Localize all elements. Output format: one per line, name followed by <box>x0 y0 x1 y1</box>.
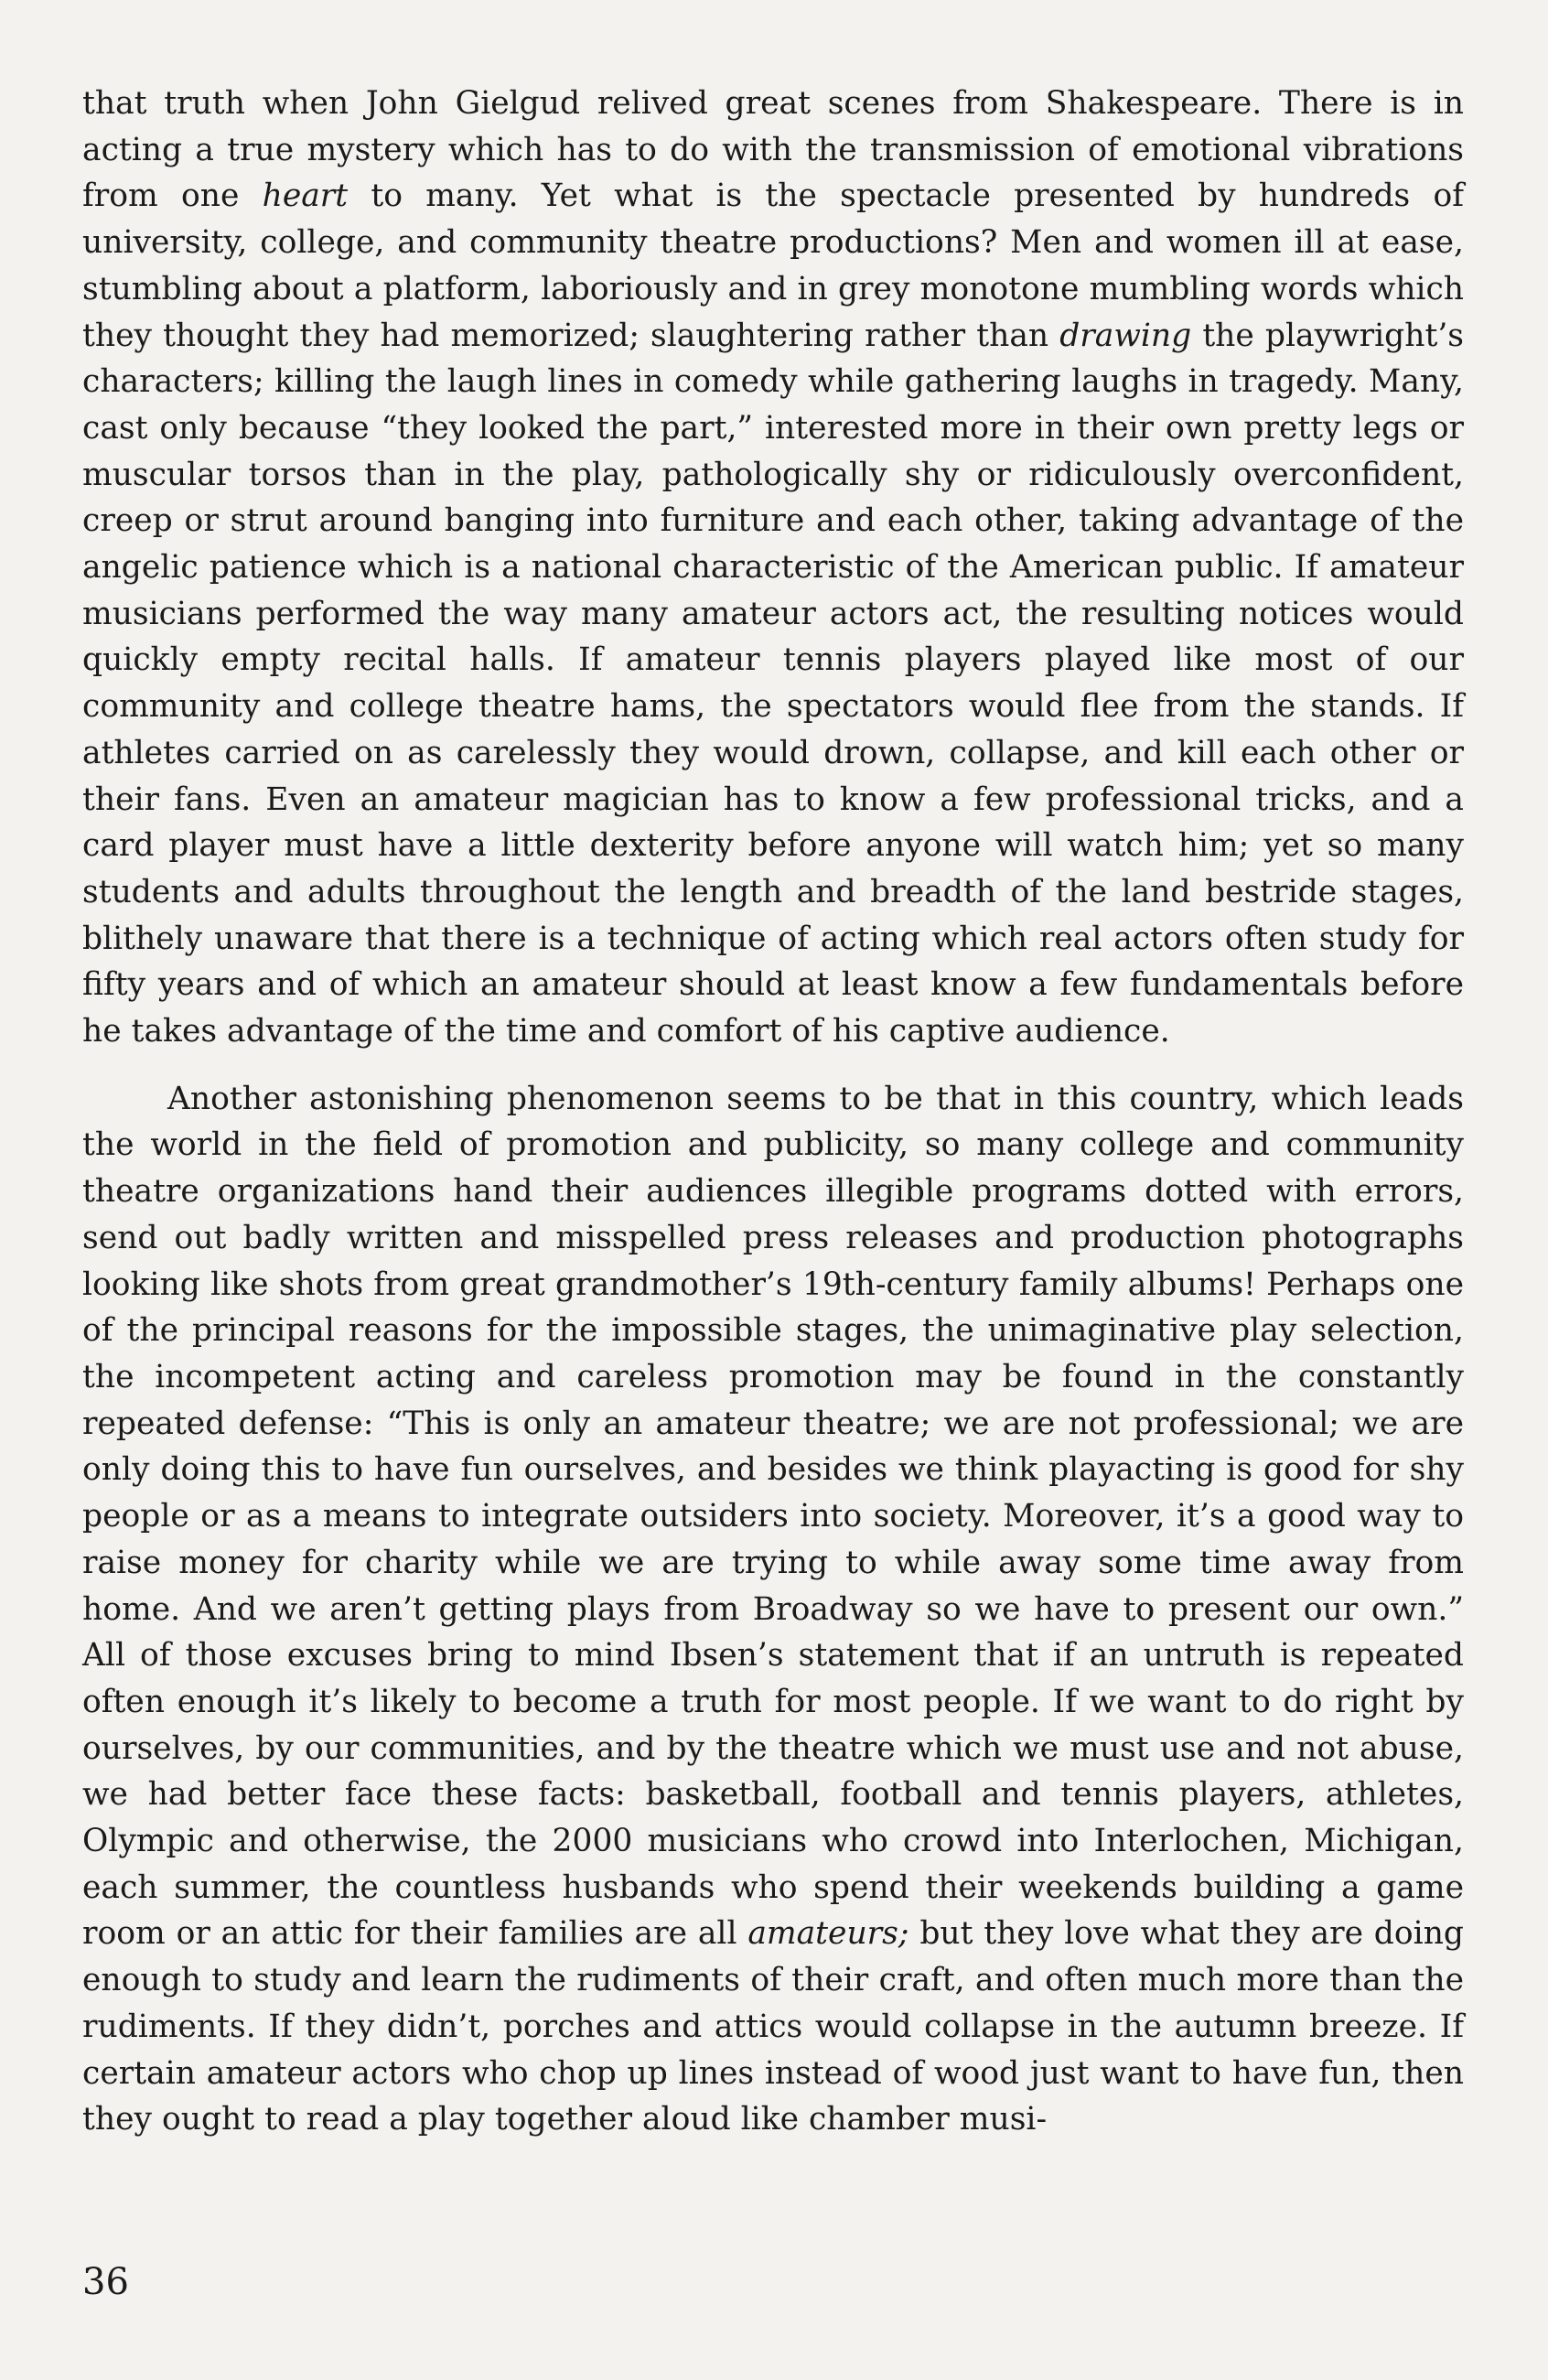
body-text <box>82 81 1464 2143</box>
page-number: 36 <box>82 2261 129 2303</box>
paragraph-2-run: but they love what they are doing enough to study and learn the rudiments of their craft, and often much more than the rudiments. If they didn’t, porches and attics would collapse in the autumn breeze. If certain amateur actors who chop up lines instead of wood just want to have fun, then they ought to read a play together aloud like chamber musi- <box>82 1915 1464 2138</box>
paragraph-2-run: Another astonishing phenomenon seems to be that in this country, which leads the world in the field of promotion and publicity, so many college and community theatre organizations hand their audiences illegible programs dotted with errors, send out badly written and misspelled press releases and production photographs looking like shots from great grandmother’s 19th-century family albums! Perhaps one of the principal reasons for the impossible stages, the unimaginative play selection, the incompetent acting and careless promotion may be found in the constantly repeated defense: “This is only an amateur theatre; we are not professional; we are only doing this to have fun ourselves, and besides we think playacting is good for shy people or as a means to integrate outsiders into society. Moreover, it’s a good way to raise money for charity while we are trying to while away some time away from home. And we aren’t getting plays from Broadway so we have to present our own.” All of those excuses bring to mind Ibsen’s statement that if an untruth is repeated often enough it’s likely to become a truth for most people. If we want to do right by ourselves, by our communities, and by the theatre which we must use and not abuse, we had better face these facts: basketball, football and tennis players, athletes, Olympic and otherwise, the 2000 musicians who crowd into Interlochen, Michigan, each summer, the countless husbands who spend their weekends building a game room or an attic for their families are all <box>82 1080 1464 1953</box>
paragraph-1 <box>82 81 1464 1055</box>
paragraph-2-run-italic: amateurs; <box>747 1915 909 1953</box>
paragraph-1-run-italic: heart <box>262 178 349 215</box>
paragraph-2 <box>82 1076 1464 2143</box>
paragraph-1-run: to many. Yet what is the spectacle presented by hundreds of university, college, and community theatre productions? Men and women ill at ease, stumbling about a platform, laboriously and in grey monotone mumbling words which they thought they had memorized; slaughtering rather than <box>82 178 1464 354</box>
paragraph-1-run: the playwright’s characters; killing the laugh lines in comedy while gathering laughs in tragedy. Many, cast only because “they looked the part,” interested more in their own pretty legs or muscular torsos than in the play, pathologically shy or ridiculously overconfident, creep or strut around banging into furniture and each other, taking advantage of the angelic patience which is a national characteristic of the American public. If amateur musicians performed the way many amateur actors act, the resulting notices would quickly empty recital halls. If amateur tennis players played like most of our community and college theatre hams, the spectators would flee from the stands. If athletes carried on as carelessly they would drown, collapse, and kill each other or their fans. Even an amateur magician has to know a few professional tricks, and a card player must have a little dexterity before anyone will watch him; yet so many students and adults throughout the length and breadth of the land bestride stages, blithely unaware that there is a technique of acting which real actors often study for fifty years and of which an amateur should at least know a few fundamentals before he takes advantage of the time and comfort of his captive audience. <box>82 317 1464 1050</box>
paragraph-1-run: that truth when John Gielgud relived great scenes from Shakespeare. There is in acting a true mystery which has to do with the transmission of emotional vibrations from one <box>82 85 1464 215</box>
paragraph-1-run-italic: drawing <box>1059 317 1192 354</box>
